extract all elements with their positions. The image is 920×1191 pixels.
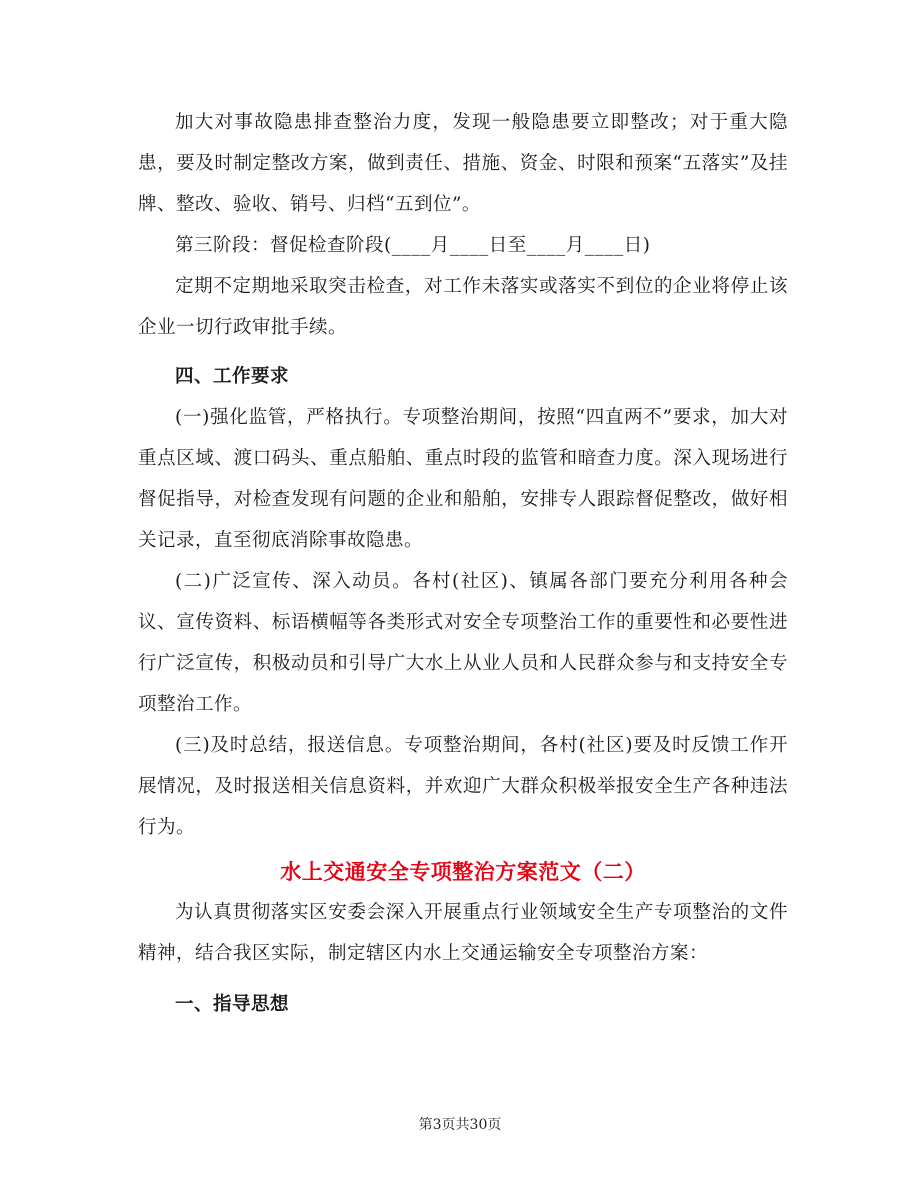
paragraph-intro: 为认真贯彻落实区安委会深入开展重点行业领域安全生产专项整治的文件精神，结合我区实际，制定辖区内水上交通运输安全专项整治方案：: [138, 902, 788, 964]
paragraph-requirement-1: (一)强化监管，严格执行。专项整治期间，按照“四直两不”要求，加大对重点区域、渡口码头、重点船舶、重点时段的监管和暗查力度。深入现场进行督促指导，对检查发现有问题的企业和船舶，安排专人跟踪督促整改，做好相关记录，直至彻底消除事故隐患。: [138, 407, 788, 551]
page-number-footer: 第3页共30页: [418, 1117, 502, 1133]
document-body: [138, 102, 788, 1025]
paragraph-hazard-rectification: 加大对事故隐患排查整治力度，发现一般隐患要立即整改；对于重大隐患，要及时制定整改方案，做到责任、措施、资金、时限和预案“五落实”及挂牌、整改、验收、销号、归档“五到位”。: [138, 112, 788, 215]
paragraph-requirement-2: (二)广泛宣传、深入动员。各村(社区)、镇属各部门要充分利用各种会议、宣传资料、标语横幅等各类形式对安全专项整治工作的重要性和必要性进行广泛宣传，积极动员和引导广大水上从业人员和人民群众参与和支持安全专项整治工作。: [138, 571, 788, 715]
paragraph-requirement-3: (三)及时总结，报送信息。专项整治期间，各村(社区)要及时反馈工作开展情况，及时报送相关信息资料，并欢迎广大群众积极举报安全生产各种违法行为。: [138, 735, 788, 838]
paragraph-inspection: 定期不定期地采取突击检查，对工作未落实或落实不到位的企业将停止该企业一切行政审批手续。: [138, 276, 788, 338]
paragraph-stage-three: 第三阶段：督促检查阶段(____月____日至____月____日): [175, 235, 651, 256]
document-title-two: 水上交通安全专项整治方案范文（二）: [280, 860, 646, 884]
section-heading-guiding-ideology: 一、指导思想: [175, 994, 290, 1015]
section-heading-work-requirements: 四、工作要求: [175, 366, 290, 387]
